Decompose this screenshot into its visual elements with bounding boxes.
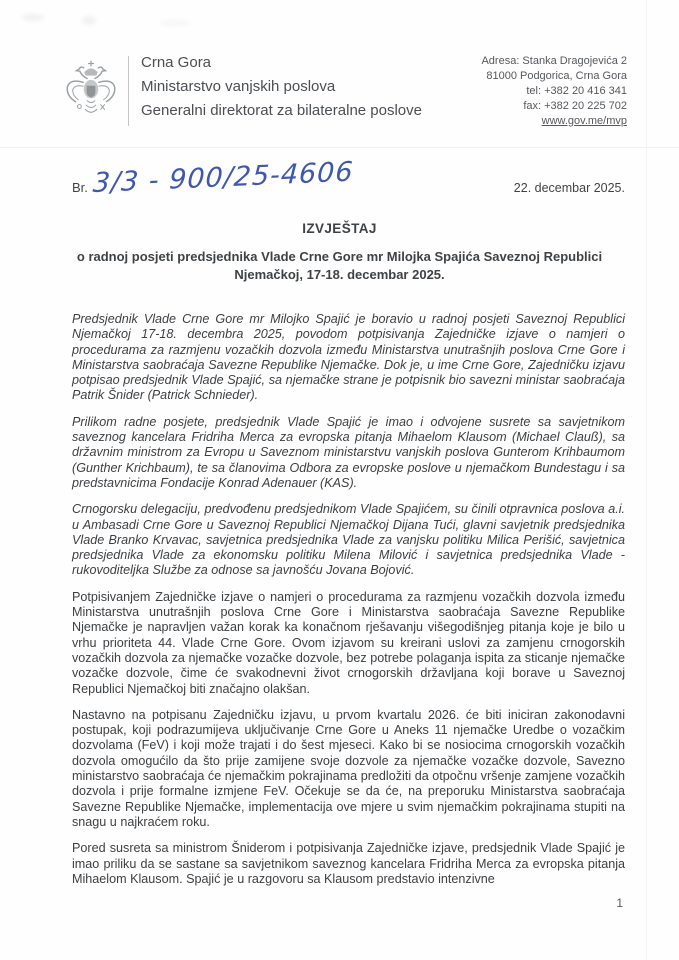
contact-address-line2: 81000 Podgorica, Crna Gora [486,70,627,82]
scan-smudge [160,20,190,26]
header-divider [128,56,129,126]
coat-of-arms-icon [62,56,120,133]
org-block [141,54,422,119]
contact-block [481,54,627,129]
report-subtitle: o radnoj posjeti predsjednika Vlade Crne Gore mr Milojka Spajića Saveznoj Republici Njemačkoj, 17-18. decembar 2025. [76,249,603,282]
scan-edge-line [646,0,647,960]
reference-number-handwritten: 3/3 - 900/25-4606 [91,156,355,199]
org-country: Crna Gora [141,54,212,71]
reference-row [72,156,625,201]
org-ministry: Ministarstvo vanjskih poslova [141,78,336,95]
scan-smudge [22,14,44,21]
body-paragraph: Prilikom radne posjete, predsjednik Vlade Spajić je imao i odvojene susrete sa savjetnikom saveznog kancelara Fridriha Merca za evropska pitanja Mihaelom Klausom (Michael Clauß), sa državnim ministrom za Evropu u Saveznom ministarstvu vanjskih poslova Gunterom Krihbaumom (Gunther Krichbaum), te sa članovima Odbora za evropske poslove u njemačkom Bundestagu i sa predstavnicima Fondacije Konrad Adenauer (KAS). [72,414,625,490]
website-link[interactable]: www.gov.me/mvp [541,115,627,127]
header-rule [0,147,679,148]
reference-number-label: Br. [72,180,88,195]
scan-smudge [82,16,96,25]
report-body [72,312,625,898]
page-number: 1 [616,896,623,910]
body-paragraph: Predsjednik Vlade Crne Gore mr Milojko Spajić je boravio u radnoj posjeti Saveznoj Republici Njemačkoj 17-18. decembra 2025, povodom potpisivanja Zajedničke izjave o namjeri o procedurama za razmjenu vozačkih dozvola između Ministarstva unutrašnjih poslova Crne Gore i Ministarstva saobraćaja Savezne Republike Njemačke. Dok je, u ime Crne Gore, Zajedničku izjavu potpisao predsjednik Vlade Spajić, sa njemačke strane je potpisnik bio savezni ministar saobraćaja Patrik Šnider (Patrick Schnieder). [72,312,625,403]
body-paragraph: Nastavno na potpisanu Zajedničku izjavu, u prvom kvartalu 2026. će biti iniciran zakonodavni postupak, koji podrazumijeva uključivanje Crne Gore u Aneks 11 njemačke Uredbe o vozačkim dozvolama (FeV) i koji može trajati i do šest mjeseci. Kako bi se nosiocima crnogorskih vozačkih dozvola omogućilo da što prije zamijene svoje dozvole za njemačke vozačke dozvole, Savezno ministarstvo saobraćaja će njemačkim pokrajinama predložiti da otpočnu vršenje zamjene vozačkih dozvola i prije formalne izmjene FeV. Očekuje se da će, na preporuku Ministarstva saobraćaja Savezne Republike Njemačke, implementacija ove mjere u svim njemačkim pokrajinama stupiti na snagu u najkraćem roku. [72,707,625,829]
letterhead [62,54,627,133]
report-title: IZVJEŠTAJ [302,221,377,236]
body-paragraph: Pored susreta sa ministrom Šniderom i potpisivanja Zajedničke izjave, predsjednik Vlade Spajić je imao priliku da se sastane sa savjetnikom saveznog kancelara Fridriha Merca za evropska pitanja Mihaelom Klausom. Spajić je u razgovoru sa Klausom predstavio intenzivne [72,841,625,886]
org-directorate: Generalni direktorat za bilateralne poslove [141,102,422,119]
contact-address-line1: Adresa: Stanka Dragojevića 2 [481,55,627,67]
contact-tel: tel: +382 20 416 341 [526,85,627,97]
document-date: 22. decembar 2025. [513,181,625,195]
body-paragraph: Potpisivanjem Zajedničke izjave o namjeri o procedurama za razmjenu vozačkih dozvola između Ministarstva unutrašnjih poslova Crne Gore i Ministarstva saobraćaja Savezne Republike Njemačke je napravljen važan korak ka konačnom rješavanju višegodišnjeg pitanja koje je bilo u vrhu prioriteta 44. Vlade Crne Gore. Ovom izjavom su kreirani uslovi za zamjenu crnogorskih vozačkih dozvola za njemačke vozačke dozvole, bez potrebe polaganja ispita za sticanje njemačke vozačke dozvole, čime će svakodnevni život crnogorskih državljana koji borave u Saveznoj Republici Njemačkoj biti značajno olakšan. [72,589,625,696]
body-paragraph: Crnogorsku delegaciju, predvođenu predsjednikom Vlade Spajićem, su činili otpravnica poslova a.i. u Ambasadi Crne Gore u Saveznoj Republici Njemačkoj Dijana Tući, glavni savjetnik predsjednika Vlade Branko Krvavac, savjetnica predsjednika Vlade za vanjsku politiku Milica Perišić, savjetnica predsjednika Vlade za ekonomsku politiku Milena Milović i savjetnica predsjednika Vlade - rukovoditeljka Službe za odnose sa javnošću Jovana Bojović. [72,502,625,578]
contact-fax: fax: +382 20 225 702 [523,100,627,112]
title-block [40,221,639,283]
